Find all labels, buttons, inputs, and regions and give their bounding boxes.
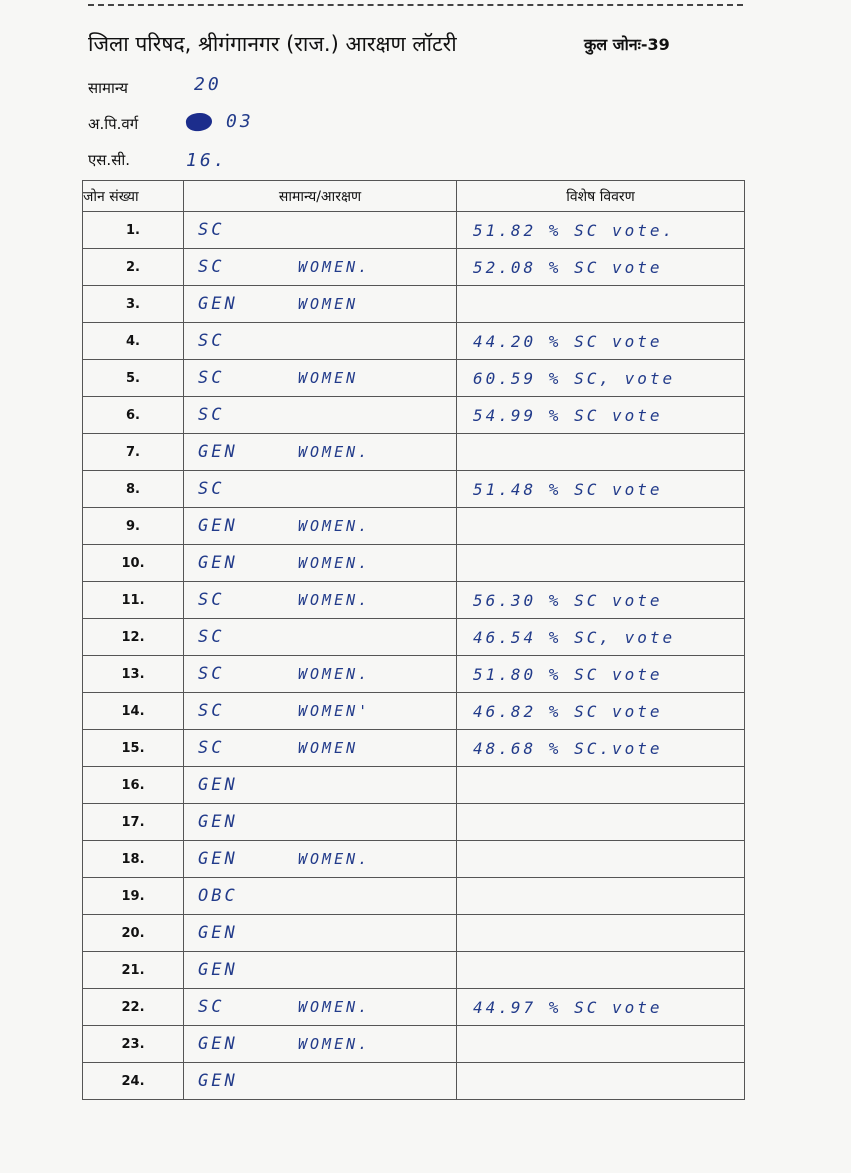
detail-cell [457,1063,745,1100]
reservation-type: SC [198,627,225,647]
vote-share: 46.82 % SC vote [473,701,663,721]
reservation-cell [184,360,457,397]
detail-cell [457,397,745,434]
vote-share [457,1072,473,1091]
table-row [83,471,745,508]
reservation-type: GEN [198,849,238,869]
reservation-type: SC [198,664,225,684]
table-row [83,582,745,619]
zone-number: 21. [83,952,184,989]
table-row [83,804,745,841]
reservation-type: GEN [198,442,238,462]
zone-number: 16. [83,767,184,804]
detail-cell [457,989,745,1026]
zone-number: 22. [83,989,184,1026]
reservation-cell [184,323,457,360]
table-row [83,360,745,397]
vote-share [457,924,473,943]
vote-share: 51.80 % SC vote [473,664,663,684]
reservation-cell [184,286,457,323]
detail-cell [457,212,745,249]
summary-label-general: सामान्य [88,79,129,97]
summary-label-sc: एस.सी. [88,151,130,169]
detail-cell [457,471,745,508]
zone-number: 4. [83,323,184,360]
detail-cell [457,730,745,767]
vote-share: 52.08 % SC vote [473,257,663,277]
detail-cell [457,360,745,397]
reservation-type: SC [198,701,225,721]
zone-number: 7. [83,434,184,471]
women-reservation: WOMEN. [298,850,371,868]
detail-cell [457,508,745,545]
zone-number: 20. [83,915,184,952]
header-zone-number: जोन संख्या [83,181,184,212]
table-row [83,841,745,878]
detail-cell [457,249,745,286]
women-reservation: WOMEN [298,739,359,757]
table-row [83,249,745,286]
reservation-cell [184,656,457,693]
table-row [83,693,745,730]
detail-cell [457,767,745,804]
zone-number: 14. [83,693,184,730]
zone-number: 8. [83,471,184,508]
vote-share [457,517,473,536]
detail-cell [457,656,745,693]
table-row [83,952,745,989]
reservation-type: SC [198,257,225,277]
table-row [83,323,745,360]
reservation-cell [184,878,457,915]
reservation-type: GEN [198,294,238,314]
reservation-cell [184,508,457,545]
zone-number: 13. [83,656,184,693]
table-row [83,397,745,434]
reservation-type: SC [198,479,225,499]
reservation-cell [184,804,457,841]
ink-blot [185,111,213,132]
summary-label-obc: अ.पि.वर्ग [88,115,139,133]
detail-cell [457,582,745,619]
reservation-type: SC [198,590,225,610]
reservation-type: SC [198,997,225,1017]
table-row [83,1026,745,1063]
reservation-cell [184,582,457,619]
detail-cell [457,545,745,582]
vote-share: 48.68 % SC.vote [473,738,663,758]
reservation-cell [184,397,457,434]
women-reservation: WOMEN. [298,665,371,683]
reservation-type: GEN [198,812,238,832]
table-row [83,434,745,471]
reservation-cell [184,989,457,1026]
vote-share [457,850,473,869]
women-reservation: WOMEN [298,295,359,313]
reservation-type: SC [198,738,225,758]
vote-share: 56.30 % SC vote [473,590,663,610]
reservation-type: SC [198,331,225,351]
vote-share [457,1035,473,1054]
reservation-type: GEN [198,923,238,943]
reservation-type: GEN [198,516,238,536]
header-category: सामान्य/आरक्षण [184,181,457,212]
table-row [83,989,745,1026]
detail-cell [457,952,745,989]
table-row [83,730,745,767]
zone-number: 10. [83,545,184,582]
total-zones: कुल जोनः-39 [584,35,670,54]
women-reservation: WOMEN. [298,443,371,461]
detail-cell [457,286,745,323]
reservation-cell [184,1063,457,1100]
table-row [83,767,745,804]
detail-cell [457,434,745,471]
vote-share [457,776,473,795]
reservation-cell [184,730,457,767]
zone-number: 2. [83,249,184,286]
vote-share: 44.97 % SC vote [473,997,663,1017]
vote-share [457,443,473,462]
table-header-row [83,181,745,212]
reservation-cell [184,767,457,804]
reservation-cell [184,619,457,656]
zone-number: 23. [83,1026,184,1063]
summary-value-sc: 16. [186,150,228,171]
vote-share: 51.48 % SC vote [473,479,663,499]
vote-share [457,887,473,906]
top-dashed-line [88,4,743,6]
reservation-cell [184,693,457,730]
zone-number: 17. [83,804,184,841]
reservation-table [82,180,745,1100]
reservation-cell [184,1026,457,1063]
reservation-type: SC [198,368,225,388]
zone-number: 5. [83,360,184,397]
vote-share [457,961,473,980]
table-row [83,619,745,656]
vote-share: 44.20 % SC vote [473,331,663,351]
document-title: जिला परिषद, श्रीगंगानगर (राज.) आरक्षण लॉटरी [88,32,457,56]
women-reservation: WOMEN. [298,1035,371,1053]
reservation-type: GEN [198,775,238,795]
women-reservation: WOMEN. [298,554,371,572]
reservation-cell [184,249,457,286]
women-reservation: WOMEN. [298,517,371,535]
reservation-cell [184,471,457,508]
detail-cell [457,693,745,730]
vote-share: 51.82 % SC vote. [473,220,676,240]
table-row [83,508,745,545]
zone-number: 6. [83,397,184,434]
table-row [83,545,745,582]
reservation-type: SC [198,405,225,425]
reservation-cell [184,952,457,989]
detail-cell [457,804,745,841]
zone-number: 18. [83,841,184,878]
table-row [83,656,745,693]
women-reservation: WOMEN [298,369,359,387]
header-details: विशेष विवरण [457,181,745,212]
summary-value-general: 20 [194,74,222,95]
detail-cell [457,878,745,915]
reservation-cell [184,545,457,582]
zone-number: 9. [83,508,184,545]
women-reservation: WOMEN. [298,591,371,609]
women-reservation: WOMEN' [298,702,371,720]
table-row [83,212,745,249]
vote-share: 54.99 % SC vote [473,405,663,425]
vote-share: 46.54 % SC, vote [473,627,676,647]
zone-number: 3. [83,286,184,323]
women-reservation: WOMEN. [298,258,371,276]
zone-number: 19. [83,878,184,915]
zone-number: 24. [83,1063,184,1100]
summary-value-obc: 03 [226,111,254,132]
reservation-type: GEN [198,960,238,980]
zone-number: 1. [83,212,184,249]
table-row [83,1063,745,1100]
table-row [83,915,745,952]
reservation-cell [184,915,457,952]
reservation-type: GEN [198,1034,238,1054]
reservation-type: GEN [198,1071,238,1091]
reservation-type: OBC [198,886,238,906]
table-row [83,286,745,323]
zone-number: 15. [83,730,184,767]
reservation-cell [184,434,457,471]
reservation-type: GEN [198,553,238,573]
vote-share [457,554,473,573]
reservation-cell [184,212,457,249]
vote-share: 60.59 % SC, vote [473,368,676,388]
zone-number: 11. [83,582,184,619]
women-reservation: WOMEN. [298,998,371,1016]
detail-cell [457,915,745,952]
reservation-cell [184,841,457,878]
vote-share [457,813,473,832]
detail-cell [457,619,745,656]
zone-number: 12. [83,619,184,656]
detail-cell [457,841,745,878]
reservation-type: SC [198,220,225,240]
table-row [83,878,745,915]
detail-cell [457,1026,745,1063]
vote-share [457,295,473,314]
detail-cell [457,323,745,360]
